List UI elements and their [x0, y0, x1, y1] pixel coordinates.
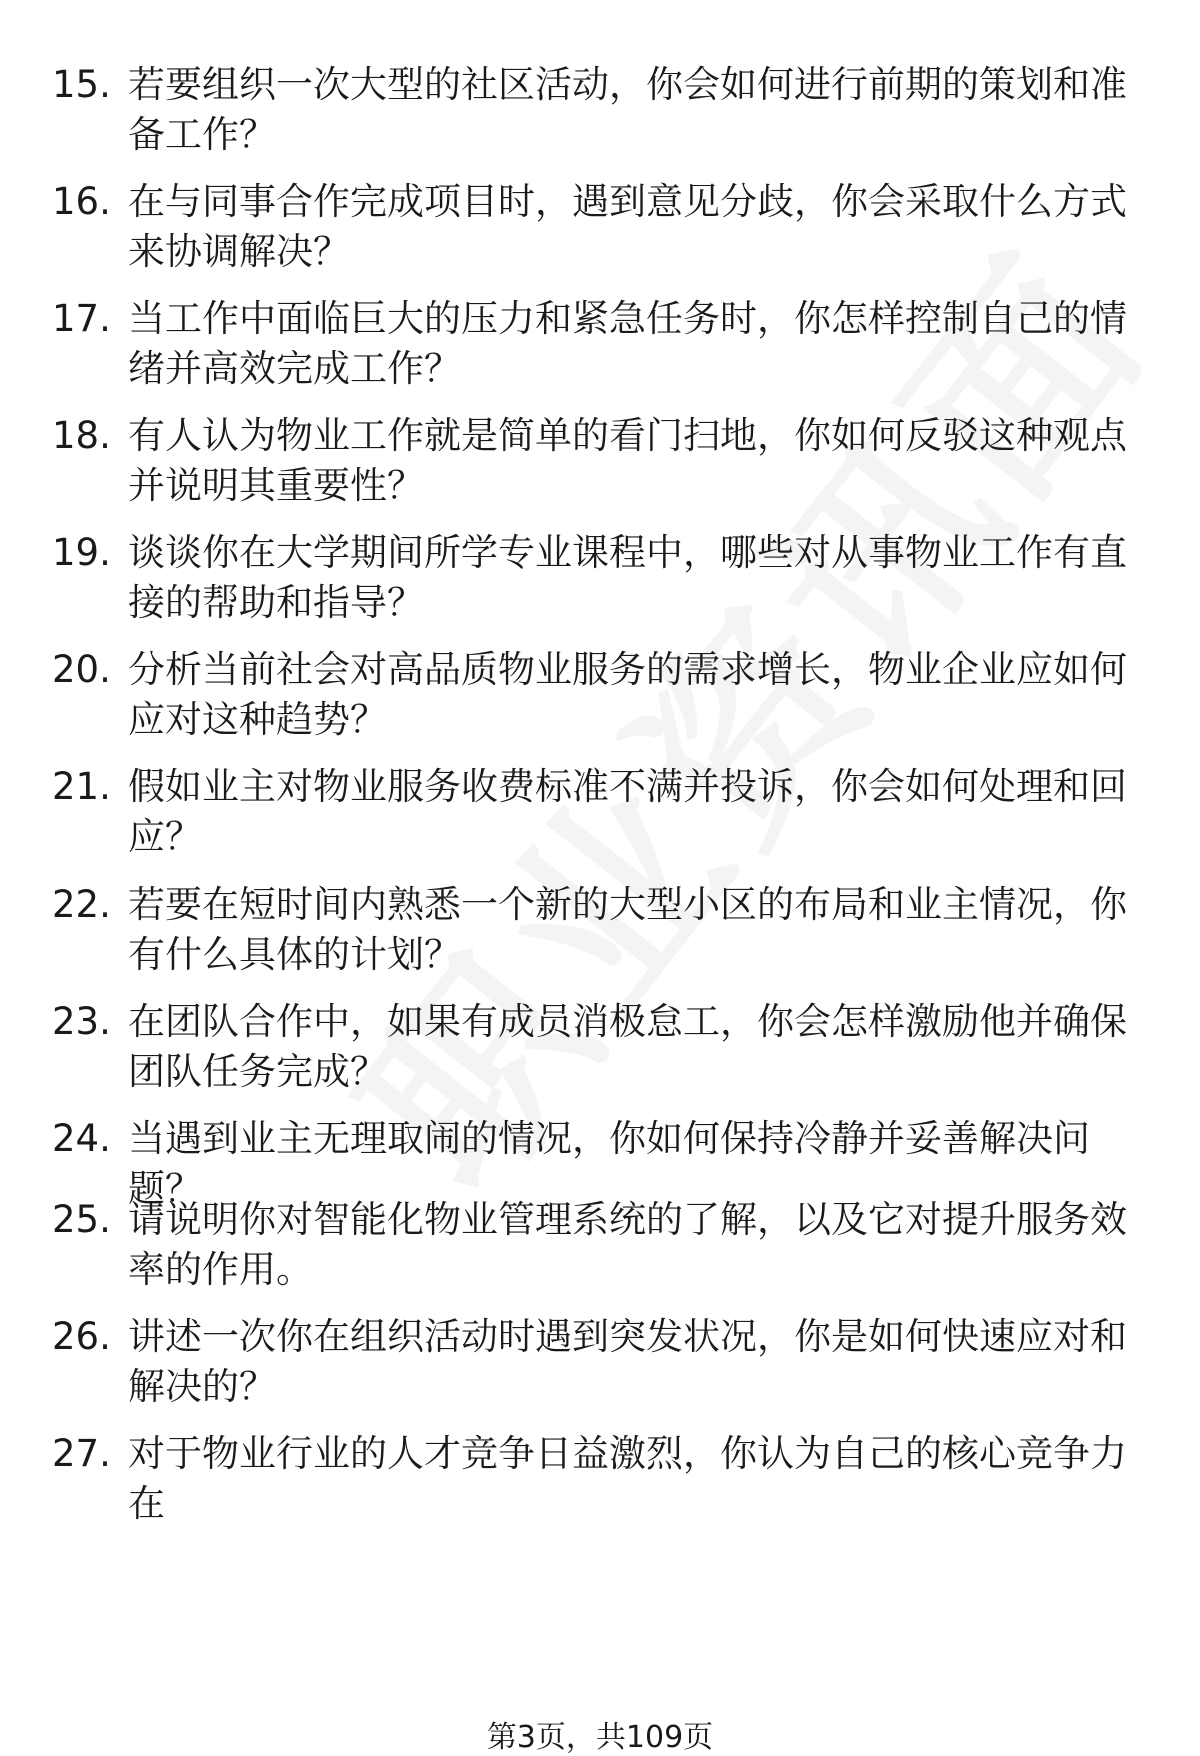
item-number: 23.	[52, 1000, 111, 1043]
item-text: 讲述一次你在组织活动时遇到突发状况，你是如何快速应对和解决的？	[128, 1315, 1127, 1408]
item-number: 22.	[52, 883, 111, 926]
item-number: 27.	[52, 1432, 111, 1475]
item-number: 18.	[52, 414, 111, 457]
item-number: 21.	[52, 765, 111, 808]
item-number: 25.	[52, 1198, 111, 1241]
item-text: 请说明你对智能化物业管理系统的了解，以及它对提升服务效率的作用。	[128, 1198, 1127, 1291]
item-number: 17.	[52, 297, 111, 340]
item-text: 若要在短时间内熟悉一个新的大型小区的布局和业主情况，你有什么具体的计划？	[128, 883, 1127, 976]
item-number: 26.	[52, 1315, 111, 1358]
item-text: 当遇到业主无理取闹的情况，你如何保持冷静并妥善解决问题？	[128, 1117, 1090, 1210]
item-number: 24.	[52, 1117, 111, 1160]
item-number: 15.	[52, 63, 111, 106]
item-text: 有人认为物业工作就是简单的看门扫地，你如何反驳这种观点并说明其重要性？	[128, 414, 1127, 507]
item-number: 20.	[52, 648, 111, 691]
page-footer: 第3页，共109页	[486, 1720, 714, 1755]
item-text: 若要组织一次大型的社区活动，你会如何进行前期的策划和准备工作？	[128, 63, 1127, 156]
item-text: 对于物业行业的人才竞争日益激烈，你认为自己的核心竞争力在	[128, 1432, 1127, 1525]
item-text: 假如业主对物业服务收费标准不满并投诉，你会如何处理和回应？	[128, 765, 1127, 858]
item-text: 在与同事合作完成项目时，遇到意见分歧，你会采取什么方式来协调解决？	[128, 180, 1127, 273]
item-number: 16.	[52, 180, 111, 223]
item-number: 19.	[52, 531, 111, 574]
item-text: 在团队合作中，如果有成员消极怠工，你会怎样激励他并确保团队任务完成？	[128, 1000, 1127, 1093]
item-text: 分析当前社会对高品质物业服务的需求增长，物业企业应如何应对这种趋势？	[128, 648, 1127, 741]
item-text: 谈谈你在大学期间所学专业课程中，哪些对从事物业工作有直接的帮助和指导？	[128, 531, 1127, 624]
item-text: 当工作中面临巨大的压力和紧急任务时，你怎样控制自己的情绪并高效完成工作？	[128, 297, 1127, 390]
